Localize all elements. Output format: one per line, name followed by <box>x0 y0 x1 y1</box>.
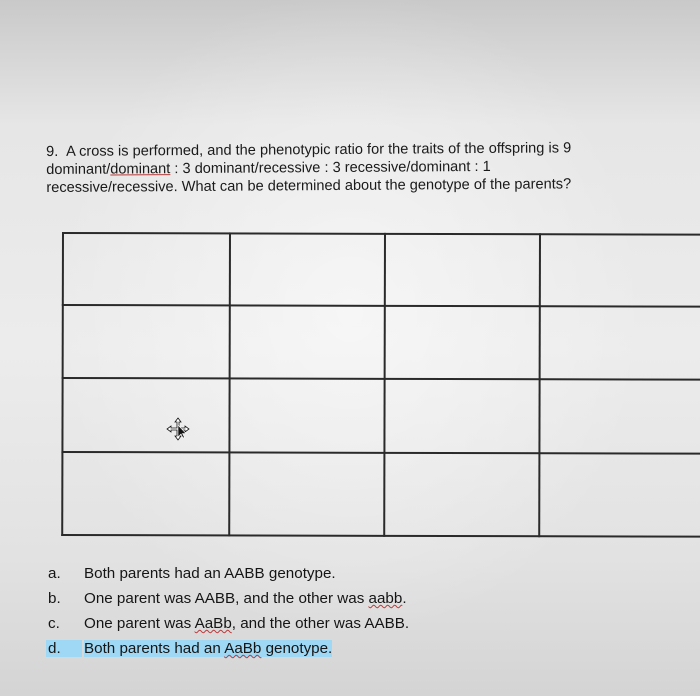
answer-choices <box>46 563 646 663</box>
question-line-3: recessive/recessive. What can be determined about the genotype of the parents? <box>46 176 572 196</box>
answer-option-a[interactable] <box>46 563 646 584</box>
grid-line-v2 <box>383 233 386 537</box>
answer-text: One parent was AABB, and the other was aabb. <box>84 590 407 607</box>
answer-option-b[interactable] <box>46 588 646 609</box>
spellcheck-underline: AaBb <box>224 640 262 657</box>
grid-line-h3 <box>61 451 700 455</box>
answer-letter: b. <box>48 590 61 607</box>
grid-line-v0 <box>61 232 64 536</box>
question-line-2: dominant/dominant : 3 dominant/recessive : 3 recessive/dominant : 1 <box>46 158 491 178</box>
move-cursor-icon <box>166 417 190 441</box>
punnett-square-grid <box>61 232 700 538</box>
question-number: 9. <box>46 143 59 160</box>
answer-text: Both parents had an AaBb genotype. <box>84 640 333 657</box>
spellcheck-underline: AaBb <box>194 615 232 632</box>
answer-text: One parent was AaBb, and the other was AABB. <box>84 615 410 632</box>
question-line-1: 9. A cross is performed, and the phenotypic ratio for the traits of the offspring is 9 <box>46 140 572 160</box>
answer-text: Both parents had an AABB genotype. <box>84 565 336 582</box>
grid-line-v1 <box>228 232 231 536</box>
answer-option-c[interactable] <box>46 613 646 634</box>
grid-line-h0 <box>62 232 700 236</box>
grid-line-h4 <box>61 534 700 538</box>
grid-line-h1 <box>62 304 700 308</box>
answer-letter: d. <box>46 640 82 657</box>
spellcheck-underline: aabb <box>368 590 403 607</box>
answer-letter: c. <box>48 615 60 632</box>
answer-letter: a. <box>48 565 61 582</box>
question-text <box>46 138 696 197</box>
grid-line-h2 <box>62 377 700 381</box>
answer-option-d-selected[interactable] <box>46 638 646 659</box>
grid-line-v3 <box>538 233 541 537</box>
spellcheck-underline: dominant <box>110 161 171 178</box>
